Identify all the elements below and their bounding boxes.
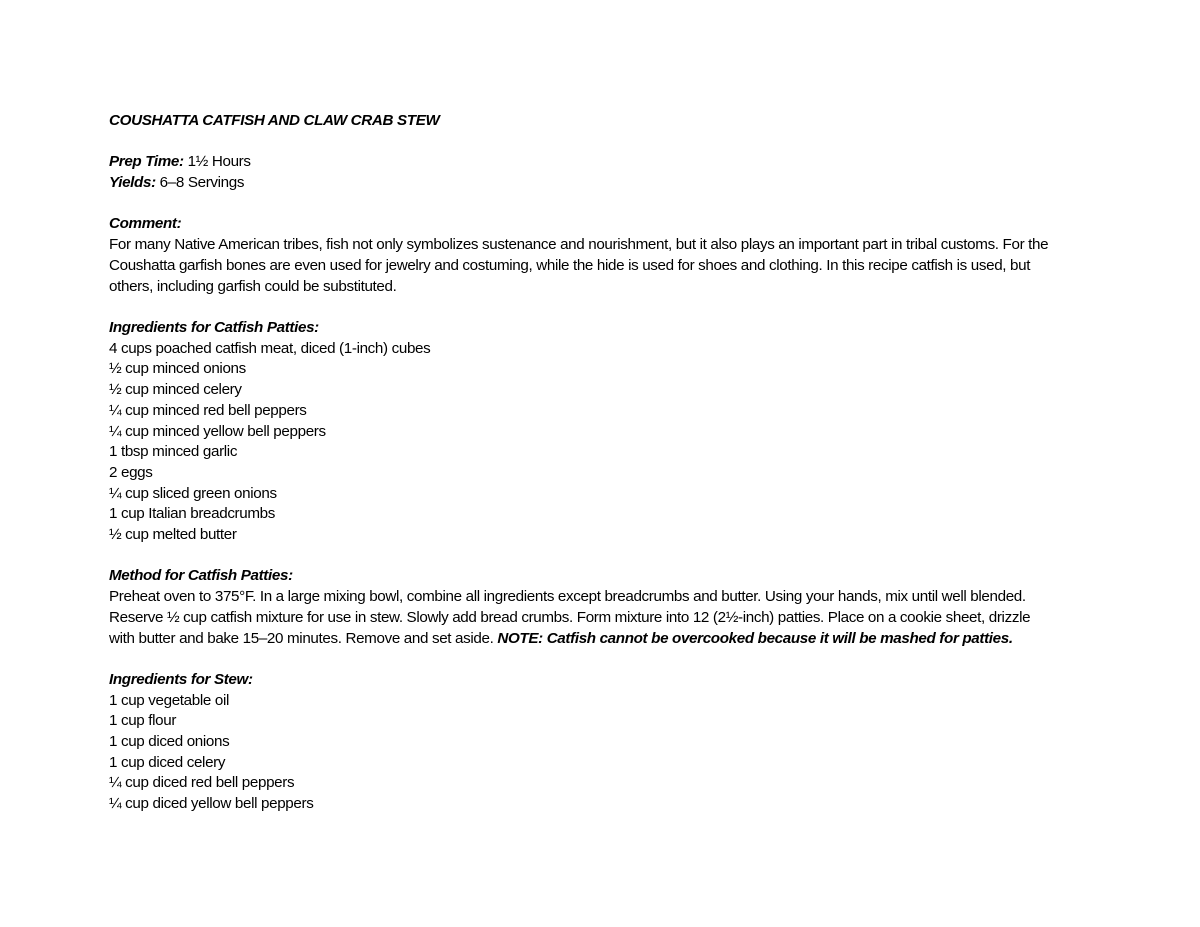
ingredient-item: 1 tbsp minced garlic [109, 443, 238, 461]
recipe-title: COUSHATTA CATFISH AND CLAW CRAB STEW [109, 112, 440, 129]
ingredient-item: ½ cup minced onions [109, 360, 246, 378]
comment-line: For many Native American tribes, fish not only symbolizes sustenance and nourishment, but it also plays an important part in tribal customs. For the [109, 236, 1049, 254]
comment-line: Coushatta garfish bones are even used for jewelry and costuming, while the hide is used for shoes and clothing. In this recipe catfish is used, but [109, 256, 1031, 274]
recipe-page [109, 111, 1099, 815]
method-line: Reserve ½ cup catfish mixture for use in stew. Slowly add bread crumbs. Form mixture into 12 (2½-inch) patties. Place on a cookie sheet, drizzle [109, 608, 1031, 626]
stew-ingredients-heading: Ingredients for Stew: [109, 670, 253, 688]
yields-value: 6–8 Servings [155, 174, 245, 192]
ingredient-item: 1 cup vegetable oil [109, 691, 230, 709]
prep-time-label: Prep Time: [109, 153, 184, 171]
prep-time-value: 1½ Hours [183, 153, 251, 171]
spacer [109, 546, 1099, 567]
ingredient-item: 4 cups poached catfish meat, diced (1-inch) cubes [109, 339, 431, 357]
ingredient-item: ¼ cup sliced green onions [109, 484, 277, 502]
method-last-line: with butter and bake 15–20 minutes. Remove and set aside. [109, 629, 498, 647]
ingredient-item: 1 cup flour [109, 712, 177, 730]
spacer [109, 297, 1099, 318]
patty-method-heading: Method for Catfish Patties: [109, 567, 293, 585]
spacer [109, 649, 1099, 670]
patty-ingredients-heading: Ingredients for Catfish Patties: [109, 318, 319, 336]
method-note: NOTE: Catfish cannot be overcooked because it will be mashed for patties. [497, 629, 1013, 647]
ingredient-item: ¼ cup diced red bell peppers [109, 774, 295, 792]
ingredient-item: ½ cup melted butter [109, 526, 237, 544]
ingredient-item: ¼ cup minced yellow bell peppers [109, 422, 326, 440]
comment-line: others, including garfish could be substituted. [109, 277, 397, 295]
ingredient-item: 2 eggs [109, 463, 153, 481]
yields-line [109, 173, 1099, 194]
method-line [109, 629, 1099, 650]
ingredient-item: ½ cup minced celery [109, 381, 242, 399]
spacer [109, 194, 1099, 215]
ingredient-item: 1 cup Italian breadcrumbs [109, 505, 276, 523]
method-line: Preheat oven to 375°F. In a large mixing bowl, combine all ingredients except breadcrumbs and butter. Using your hands, mix until well blended. [109, 588, 1026, 606]
ingredient-item: 1 cup diced celery [109, 753, 226, 771]
ingredient-item: 1 cup diced onions [109, 733, 230, 751]
comment-heading: Comment: [109, 215, 182, 233]
ingredient-item: ¼ cup diced yellow bell peppers [109, 795, 314, 813]
yields-label: Yields: [109, 174, 156, 192]
ingredient-item: ¼ cup minced red bell peppers [109, 401, 307, 419]
prep-time-line [109, 152, 1099, 173]
spacer [109, 132, 1099, 153]
